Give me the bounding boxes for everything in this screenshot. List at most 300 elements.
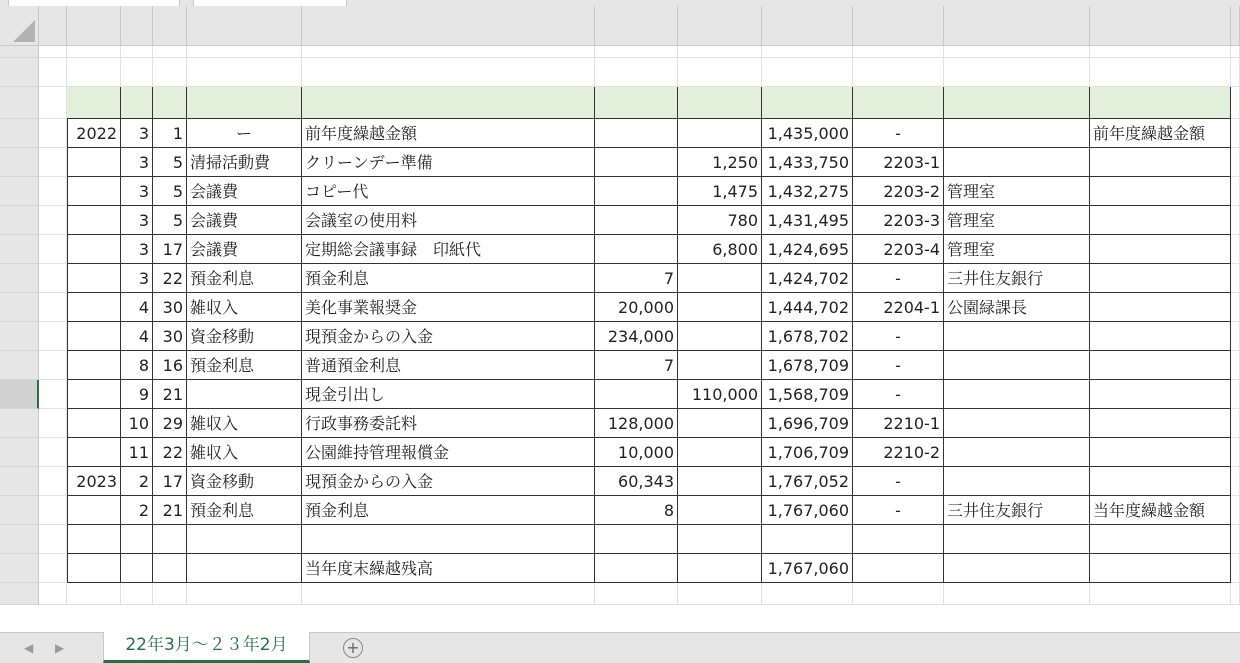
table-cell-payee[interactable] <box>944 438 1090 467</box>
table-cell-balance[interactable]: 1,435,000 <box>762 119 853 148</box>
select-all-corner[interactable] <box>0 6 39 46</box>
grid-cell[interactable] <box>762 583 853 605</box>
table-cell-payee[interactable] <box>944 119 1090 148</box>
grid-cell[interactable] <box>853 583 944 605</box>
grid-cell[interactable] <box>1090 583 1231 605</box>
table-cell-category[interactable]: 資金移動 <box>187 467 302 496</box>
table-header-balance <box>762 87 853 119</box>
table-cell-category[interactable]: 雑収入 <box>187 409 302 438</box>
table-cell-category[interactable]: 預金利息 <box>187 264 302 293</box>
scroll-right-icon[interactable]: ▶ <box>55 641 65 655</box>
row-header-9[interactable] <box>0 264 39 293</box>
table-cell-year[interactable] <box>67 496 121 525</box>
grid-cell[interactable] <box>1231 119 1240 148</box>
grid-cell[interactable] <box>853 58 944 87</box>
table-cell-year[interactable] <box>67 177 121 206</box>
table-cell-year[interactable] <box>67 235 121 264</box>
grid-cell[interactable] <box>1231 467 1240 496</box>
grid-cell[interactable] <box>1231 293 1240 322</box>
table-cell-income[interactable] <box>595 119 678 148</box>
grid-cell[interactable] <box>39 264 67 293</box>
table-cell-payee[interactable] <box>944 525 1090 554</box>
table-cell-day[interactable]: 1 <box>153 119 187 148</box>
table-cell-description[interactable]: 定期総会議事録 印紙代 <box>302 235 595 264</box>
table-cell-year[interactable] <box>67 525 121 554</box>
table-cell-description[interactable]: 会議室の使用料 <box>302 206 595 235</box>
table-cell-balance[interactable]: 1,433,750 <box>762 148 853 177</box>
grid-cell[interactable] <box>944 46 1090 58</box>
grid-cell[interactable] <box>39 583 67 605</box>
grid-cell[interactable] <box>1231 583 1240 605</box>
table-cell-expense[interactable]: 780 <box>678 206 762 235</box>
table-cell-balance[interactable]: 1,767,060 <box>762 496 853 525</box>
table-cell-month[interactable] <box>121 554 153 583</box>
row-header-16[interactable] <box>0 467 39 496</box>
table-cell-month[interactable]: 3 <box>121 119 153 148</box>
table-cell-month[interactable] <box>121 525 153 554</box>
table-cell-balance[interactable]: 1,444,702 <box>762 293 853 322</box>
table-header-note <box>1090 87 1231 119</box>
table-cell-day[interactable]: 29 <box>153 409 187 438</box>
row-header-15[interactable] <box>0 438 39 467</box>
grid-cell[interactable] <box>1231 438 1240 467</box>
grid-cell[interactable] <box>1231 148 1240 177</box>
grid-cell[interactable] <box>39 235 67 264</box>
table-cell-income[interactable] <box>595 554 678 583</box>
table-cell-payee[interactable]: 三井住友銀行 <box>944 264 1090 293</box>
table-cell-note[interactable] <box>1090 148 1231 177</box>
table-cell-expense[interactable]: 1,250 <box>678 148 762 177</box>
grid-cell[interactable] <box>187 583 302 605</box>
grid-cell[interactable] <box>944 58 1090 87</box>
column-header-b[interactable] <box>67 6 121 46</box>
table-cell-day[interactable]: 5 <box>153 206 187 235</box>
row-header-4[interactable] <box>0 119 39 148</box>
table-cell-voucher[interactable]: 2203-2 <box>853 177 944 206</box>
table-cell-income[interactable] <box>595 235 678 264</box>
add-sheet-icon[interactable]: + <box>343 638 363 658</box>
table-cell-income[interactable] <box>595 525 678 554</box>
grid-cell[interactable] <box>1231 554 1240 583</box>
grid-cell[interactable] <box>121 46 153 58</box>
table-header-voucher <box>853 87 944 119</box>
table-cell-income[interactable]: 10,000 <box>595 438 678 467</box>
table-cell-month[interactable]: 10 <box>121 409 153 438</box>
grid-cell[interactable] <box>762 58 853 87</box>
table-cell-income[interactable]: 128,000 <box>595 409 678 438</box>
table-cell-note[interactable] <box>1090 467 1231 496</box>
table-cell-balance[interactable] <box>762 525 853 554</box>
row-header-18[interactable] <box>0 525 39 554</box>
row-header-3[interactable] <box>0 87 39 119</box>
table-cell-note[interactable] <box>1090 206 1231 235</box>
grid-cell[interactable] <box>39 554 67 583</box>
table-cell-year[interactable] <box>67 293 121 322</box>
grid-cell[interactable] <box>762 46 853 58</box>
table-cell-balance[interactable]: 1,431,495 <box>762 206 853 235</box>
table-cell-voucher[interactable]: - <box>853 119 944 148</box>
table-cell-expense[interactable] <box>678 119 762 148</box>
table-cell-category[interactable]: ー <box>187 119 302 148</box>
table-header-month <box>121 87 153 119</box>
table-cell-description[interactable]: 普通預金利息 <box>302 351 595 380</box>
grid-cell[interactable] <box>39 206 67 235</box>
table-cell-month[interactable]: 8 <box>121 351 153 380</box>
row-header-19[interactable] <box>0 554 39 583</box>
table-cell-category[interactable]: 預金利息 <box>187 496 302 525</box>
table-header-income <box>595 87 678 119</box>
table-cell-note[interactable] <box>1090 293 1231 322</box>
table-cell-category[interactable]: 清掃活動費 <box>187 148 302 177</box>
grid-cell[interactable] <box>67 46 121 58</box>
table-cell-month[interactable]: 4 <box>121 322 153 351</box>
table-cell-voucher[interactable] <box>853 525 944 554</box>
column-header-d[interactable] <box>153 6 187 46</box>
grid-cell[interactable] <box>187 46 302 58</box>
table-cell-note[interactable] <box>1090 351 1231 380</box>
table-cell-category[interactable] <box>187 554 302 583</box>
column-header-a[interactable] <box>39 6 67 46</box>
table-cell-day[interactable]: 16 <box>153 351 187 380</box>
table-cell-voucher[interactable]: - <box>853 380 944 409</box>
sheet-tab-active[interactable]: 22年3月～２３年2月 <box>103 632 310 663</box>
row-header-12[interactable] <box>0 351 39 380</box>
grid-cell[interactable] <box>1231 177 1240 206</box>
table-cell-income[interactable]: 20,000 <box>595 293 678 322</box>
table-cell-payee[interactable]: 公園緑課長 <box>944 293 1090 322</box>
table-cell-year[interactable] <box>67 438 121 467</box>
column-header-f[interactable] <box>302 6 595 46</box>
table-cell-day[interactable]: 17 <box>153 467 187 496</box>
row-header-20[interactable] <box>0 583 39 605</box>
grid-cell[interactable] <box>39 409 67 438</box>
table-cell-year[interactable] <box>67 264 121 293</box>
grid-cell[interactable] <box>302 58 595 87</box>
grid-cell[interactable] <box>1231 206 1240 235</box>
table-cell-expense[interactable]: 1,475 <box>678 177 762 206</box>
grid-cell[interactable] <box>39 525 67 554</box>
table-cell-month[interactable]: 4 <box>121 293 153 322</box>
row-header-2[interactable] <box>0 58 39 87</box>
grid-cell[interactable] <box>153 46 187 58</box>
grid-cell[interactable] <box>595 46 678 58</box>
grid-cell[interactable] <box>1231 87 1240 119</box>
grid-cell[interactable] <box>1231 46 1240 58</box>
grid-cell[interactable] <box>39 351 67 380</box>
table-cell-expense[interactable] <box>678 409 762 438</box>
table-cell-day[interactable]: 22 <box>153 264 187 293</box>
table-cell-month[interactable]: 11 <box>121 438 153 467</box>
table-cell-expense[interactable]: 6,800 <box>678 235 762 264</box>
table-cell-voucher[interactable]: 2210-2 <box>853 438 944 467</box>
table-cell-year[interactable] <box>67 148 121 177</box>
row-header-17[interactable] <box>0 496 39 525</box>
table-cell-balance[interactable]: 1,767,052 <box>762 467 853 496</box>
scroll-left-icon[interactable]: ◀ <box>24 641 34 655</box>
row-header-6[interactable] <box>0 177 39 206</box>
grid-cell[interactable] <box>1231 496 1240 525</box>
table-cell-income[interactable]: 234,000 <box>595 322 678 351</box>
table-cell-year[interactable] <box>67 409 121 438</box>
grid-cell[interactable] <box>121 58 153 87</box>
grid-cell[interactable] <box>39 496 67 525</box>
table-cell-note[interactable] <box>1090 525 1231 554</box>
table-cell-description[interactable]: 預金利息 <box>302 496 595 525</box>
table-cell-voucher[interactable]: - <box>853 264 944 293</box>
table-header-year <box>67 87 121 119</box>
table-header-category <box>187 87 302 119</box>
table-cell-year[interactable] <box>67 206 121 235</box>
row-header-11[interactable] <box>0 322 39 351</box>
table-cell-payee[interactable] <box>944 409 1090 438</box>
table-cell-balance[interactable]: 1,767,060 <box>762 554 853 583</box>
table-cell-category[interactable]: 会議費 <box>187 206 302 235</box>
table-cell-income[interactable]: 8 <box>595 496 678 525</box>
table-cell-category[interactable]: 会議費 <box>187 235 302 264</box>
table-cell-payee[interactable] <box>944 554 1090 583</box>
table-cell-description[interactable]: 前年度繰越金額 <box>302 119 595 148</box>
row-header-5[interactable] <box>0 148 39 177</box>
row-header-1[interactable] <box>0 46 39 58</box>
table-cell-payee[interactable] <box>944 148 1090 177</box>
grid-cell[interactable] <box>1231 351 1240 380</box>
column-header-g[interactable] <box>595 6 678 46</box>
table-cell-note[interactable]: 前年度繰越金額 <box>1090 119 1231 148</box>
table-cell-expense[interactable]: 110,000 <box>678 380 762 409</box>
table-cell-category[interactable]: 雑収入 <box>187 293 302 322</box>
select-all-icon[interactable] <box>13 20 35 42</box>
table-cell-note[interactable] <box>1090 322 1231 351</box>
table-cell-voucher[interactable]: - <box>853 351 944 380</box>
table-cell-income[interactable] <box>595 206 678 235</box>
table-cell-expense[interactable] <box>678 525 762 554</box>
table-cell-year[interactable] <box>67 322 121 351</box>
table-cell-payee[interactable] <box>944 322 1090 351</box>
table-cell-balance[interactable]: 1,706,709 <box>762 438 853 467</box>
grid-cell[interactable] <box>678 46 762 58</box>
grid-cell[interactable] <box>39 119 67 148</box>
grid-cell[interactable] <box>39 177 67 206</box>
table-cell-category[interactable] <box>187 380 302 409</box>
table-cell-category[interactable]: 資金移動 <box>187 322 302 351</box>
table-cell-voucher[interactable]: 2204-1 <box>853 293 944 322</box>
table-cell-note[interactable] <box>1090 380 1231 409</box>
table-cell-payee[interactable]: 三井住友銀行 <box>944 496 1090 525</box>
grid-cell[interactable] <box>944 583 1090 605</box>
grid-cell[interactable] <box>39 438 67 467</box>
grid-cell[interactable] <box>153 583 187 605</box>
grid-cell[interactable] <box>1090 58 1231 87</box>
table-cell-month[interactable]: 3 <box>121 177 153 206</box>
table-cell-month[interactable]: 2 <box>121 467 153 496</box>
table-cell-description[interactable]: コピー代 <box>302 177 595 206</box>
table-cell-description[interactable]: 美化事業報奨金 <box>302 293 595 322</box>
grid-cell[interactable] <box>1231 264 1240 293</box>
table-cell-year[interactable] <box>67 380 121 409</box>
table-cell-description[interactable]: クリーンデー準備 <box>302 148 595 177</box>
grid-cell[interactable] <box>595 583 678 605</box>
table-cell-year[interactable]: 2023 <box>67 467 121 496</box>
table-cell-day[interactable]: 30 <box>153 293 187 322</box>
grid-cell[interactable] <box>595 58 678 87</box>
table-cell-income[interactable] <box>595 177 678 206</box>
table-cell-day[interactable] <box>153 525 187 554</box>
table-cell-expense[interactable] <box>678 322 762 351</box>
table-cell-category[interactable]: 会議費 <box>187 177 302 206</box>
table-cell-payee[interactable] <box>944 351 1090 380</box>
grid-cell[interactable] <box>39 467 67 496</box>
table-header-expense <box>678 87 762 119</box>
table-cell-day[interactable] <box>153 554 187 583</box>
grid-cell[interactable] <box>678 58 762 87</box>
grid-cell[interactable] <box>1090 46 1231 58</box>
grid-cell[interactable] <box>39 46 67 58</box>
row-header-7[interactable] <box>0 206 39 235</box>
column-header-l[interactable] <box>1090 6 1231 46</box>
table-cell-note[interactable] <box>1090 235 1231 264</box>
grid-cell[interactable] <box>1231 322 1240 351</box>
row-header-10[interactable] <box>0 293 39 322</box>
table-cell-day[interactable]: 5 <box>153 148 187 177</box>
column-header-k[interactable] <box>944 6 1090 46</box>
table-cell-income[interactable]: 7 <box>595 264 678 293</box>
grid-cell[interactable] <box>302 46 595 58</box>
table-cell-day[interactable]: 30 <box>153 322 187 351</box>
table-cell-day[interactable]: 21 <box>153 380 187 409</box>
table-cell-expense[interactable] <box>678 467 762 496</box>
grid-cell[interactable] <box>1231 409 1240 438</box>
table-cell-note[interactable]: 当年度繰越金額 <box>1090 496 1231 525</box>
table-cell-balance[interactable]: 1,696,709 <box>762 409 853 438</box>
table-cell-month[interactable]: 3 <box>121 235 153 264</box>
grid-cell[interactable] <box>39 58 67 87</box>
column-header-c[interactable] <box>121 6 153 46</box>
table-cell-category[interactable] <box>187 525 302 554</box>
table-cell-month[interactable]: 9 <box>121 380 153 409</box>
table-cell-voucher[interactable]: - <box>853 496 944 525</box>
column-header-filler <box>1231 6 1240 46</box>
table-cell-description[interactable] <box>302 525 595 554</box>
table-cell-year[interactable]: 2022 <box>67 119 121 148</box>
table-cell-balance[interactable]: 1,432,275 <box>762 177 853 206</box>
table-cell-description[interactable]: 行政事務委託料 <box>302 409 595 438</box>
table-cell-expense[interactable] <box>678 438 762 467</box>
grid-cell[interactable] <box>302 583 595 605</box>
table-cell-voucher[interactable]: 2203-3 <box>853 206 944 235</box>
row-header-8[interactable] <box>0 235 39 264</box>
table-cell-voucher[interactable]: 2210-1 <box>853 409 944 438</box>
table-cell-note[interactable] <box>1090 438 1231 467</box>
grid-cell[interactable] <box>187 58 302 87</box>
grid-cell[interactable] <box>1231 235 1240 264</box>
table-cell-note[interactable] <box>1090 177 1231 206</box>
table-cell-voucher[interactable]: - <box>853 322 944 351</box>
table-cell-description[interactable]: 公園維持管理報償金 <box>302 438 595 467</box>
table-cell-day[interactable]: 22 <box>153 438 187 467</box>
table-cell-year[interactable] <box>67 351 121 380</box>
grid-cell[interactable] <box>39 148 67 177</box>
table-cell-description[interactable]: 現預金からの入金 <box>302 467 595 496</box>
table-header-payee <box>944 87 1090 119</box>
row-header-13[interactable] <box>0 380 39 409</box>
table-cell-income[interactable]: 7 <box>595 351 678 380</box>
grid-cell[interactable] <box>39 293 67 322</box>
table-cell-description[interactable]: 預金利息 <box>302 264 595 293</box>
table-cell-year[interactable] <box>67 554 121 583</box>
table-cell-payee[interactable]: 管理室 <box>944 206 1090 235</box>
table-cell-note[interactable] <box>1090 264 1231 293</box>
table-cell-month[interactable]: 3 <box>121 206 153 235</box>
table-cell-balance[interactable]: 1,424,702 <box>762 264 853 293</box>
grid-cell[interactable] <box>1231 525 1240 554</box>
table-cell-payee[interactable] <box>944 467 1090 496</box>
table-cell-voucher[interactable]: 2203-4 <box>853 235 944 264</box>
table-cell-balance[interactable]: 1,568,709 <box>762 380 853 409</box>
table-cell-expense[interactable] <box>678 554 762 583</box>
table-cell-month[interactable]: 2 <box>121 496 153 525</box>
grid-cell[interactable] <box>121 583 153 605</box>
table-cell-expense[interactable] <box>678 293 762 322</box>
table-cell-income[interactable] <box>595 380 678 409</box>
grid-cell[interactable] <box>678 583 762 605</box>
table-cell-income[interactable]: 60,343 <box>595 467 678 496</box>
table-cell-payee[interactable]: 管理室 <box>944 235 1090 264</box>
table-cell-day[interactable]: 21 <box>153 496 187 525</box>
table-cell-payee[interactable] <box>944 380 1090 409</box>
table-cell-month[interactable]: 3 <box>121 264 153 293</box>
table-cell-note[interactable] <box>1090 554 1231 583</box>
table-cell-balance[interactable]: 1,678,709 <box>762 351 853 380</box>
table-cell-expense[interactable] <box>678 351 762 380</box>
table-cell-description[interactable]: 現金引出し <box>302 380 595 409</box>
table-cell-day[interactable]: 5 <box>153 177 187 206</box>
table-cell-payee[interactable]: 管理室 <box>944 177 1090 206</box>
table-header-day <box>153 87 187 119</box>
table-cell-day[interactable]: 17 <box>153 235 187 264</box>
table-cell-balance[interactable]: 1,678,702 <box>762 322 853 351</box>
grid-cell[interactable] <box>67 583 121 605</box>
table-cell-expense[interactable] <box>678 496 762 525</box>
grid-cell[interactable] <box>1231 380 1240 409</box>
table-cell-category[interactable]: 預金利息 <box>187 351 302 380</box>
column-header-j[interactable] <box>853 6 944 46</box>
table-cell-category[interactable]: 雑収入 <box>187 438 302 467</box>
table-cell-voucher[interactable]: 2203-1 <box>853 148 944 177</box>
table-cell-note[interactable] <box>1090 409 1231 438</box>
column-header-i[interactable] <box>762 6 853 46</box>
table-cell-voucher[interactable]: - <box>853 467 944 496</box>
grid-cell[interactable] <box>39 87 67 119</box>
table-header-description <box>302 87 595 119</box>
column-header-h[interactable] <box>678 6 762 46</box>
table-cell-voucher[interactable] <box>853 554 944 583</box>
table-cell-month[interactable]: 3 <box>121 148 153 177</box>
table-cell-income[interactable] <box>595 148 678 177</box>
grid-cell[interactable] <box>1231 58 1240 87</box>
row-header-14[interactable] <box>0 409 39 438</box>
grid-cell[interactable] <box>67 58 121 87</box>
grid-cell[interactable] <box>853 46 944 58</box>
table-cell-description[interactable]: 当年度末繰越残高 <box>302 554 595 583</box>
table-cell-expense[interactable] <box>678 264 762 293</box>
sheet-tab-bar <box>0 632 1240 663</box>
table-cell-description[interactable]: 現預金からの入金 <box>302 322 595 351</box>
grid-cell[interactable] <box>39 380 67 409</box>
grid-cell[interactable] <box>153 58 187 87</box>
grid-cell[interactable] <box>39 322 67 351</box>
table-cell-balance[interactable]: 1,424,695 <box>762 235 853 264</box>
column-header-e[interactable] <box>187 6 302 46</box>
